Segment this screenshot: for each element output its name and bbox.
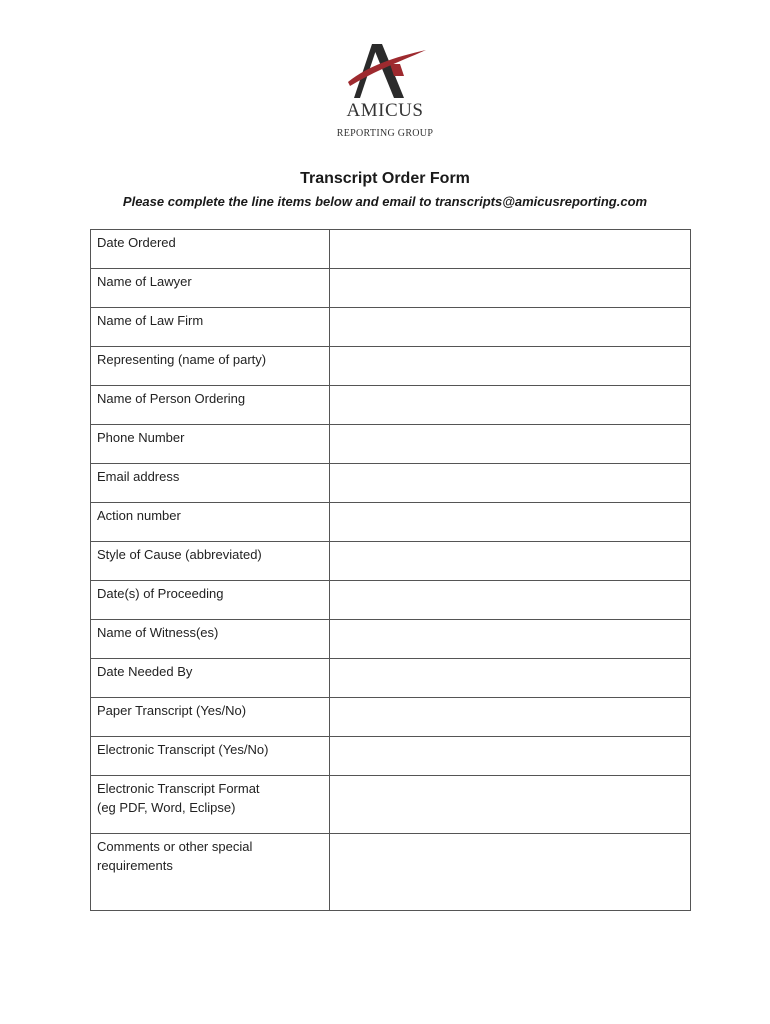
field-value-cell[interactable] [330,347,691,386]
field-value-cell[interactable] [330,542,691,581]
form-row [91,581,691,620]
field-label: Style of Cause (abbreviated) [97,547,262,562]
field-label-cell [91,425,330,464]
form-row [91,308,691,347]
amicus-logo [330,42,440,142]
field-label: Name of Person Ordering [97,391,246,406]
field-value-cell[interactable] [330,659,691,698]
field-value-cell[interactable] [330,308,691,347]
form-row [91,425,691,464]
field-label-cell [91,386,330,425]
field-label-cell [91,230,330,269]
field-value-cell[interactable] [330,737,691,776]
form-row [91,834,691,911]
amicus-logo-mark-icon [330,42,440,102]
form-row [91,542,691,581]
field-label-cell [91,698,330,737]
form-row [91,503,691,542]
field-label-cell [91,308,330,347]
field-value-cell[interactable] [330,230,691,269]
field-label: Name of Lawyer [97,274,192,289]
field-label-cell [91,776,330,834]
page-title: Transcript Order Form [300,170,470,187]
field-label: Date Needed By [97,664,193,679]
logo-subtitle: REPORTING GROUP [336,128,434,139]
field-label-cell [91,503,330,542]
field-value-cell[interactable] [330,698,691,737]
field-value-cell[interactable] [330,581,691,620]
order-form-table [90,229,691,911]
field-label-cell [91,834,330,911]
field-label-cell [91,542,330,581]
form-row [91,464,691,503]
form-row [91,620,691,659]
form-row [91,737,691,776]
form-row [91,698,691,737]
logo-name: AMICUS [346,100,424,121]
field-value-cell[interactable] [330,269,691,308]
instructions-text: Please complete the line items below and email to transcripts@amicusreporting.com [122,194,648,209]
field-label-cell [91,659,330,698]
field-value-cell[interactable] [330,386,691,425]
field-value-cell[interactable] [330,776,691,834]
field-label: Paper Transcript (Yes/No) [97,703,247,718]
form-row [91,347,691,386]
form-row [91,269,691,308]
field-label-cell [91,347,330,386]
field-label-cell [91,620,330,659]
field-label: Action number [97,508,181,523]
field-value-cell[interactable] [330,503,691,542]
field-label-cell [91,581,330,620]
field-label: Representing (name of party) [97,352,267,367]
field-label-cell [91,737,330,776]
field-label: Date(s) of Proceeding [97,586,224,601]
field-value-cell[interactable] [330,834,691,911]
field-value-cell[interactable] [330,620,691,659]
field-label: Electronic Transcript Format (eg PDF, Word, Eclipse) [97,781,260,815]
field-label: Name of Witness(es) [97,625,219,640]
form-row [91,659,691,698]
form-row [91,386,691,425]
field-value-cell[interactable] [330,464,691,503]
field-label: Comments or other special requirements [97,839,253,873]
form-row [91,776,691,834]
field-label: Date Ordered [97,235,176,250]
field-label: Name of Law Firm [97,313,204,328]
field-label: Electronic Transcript (Yes/No) [97,742,269,757]
field-label: Phone Number [97,430,185,445]
field-label-cell [91,269,330,308]
field-value-cell[interactable] [330,425,691,464]
field-label: Email address [97,469,180,484]
field-label-cell [91,464,330,503]
form-row [91,230,691,269]
